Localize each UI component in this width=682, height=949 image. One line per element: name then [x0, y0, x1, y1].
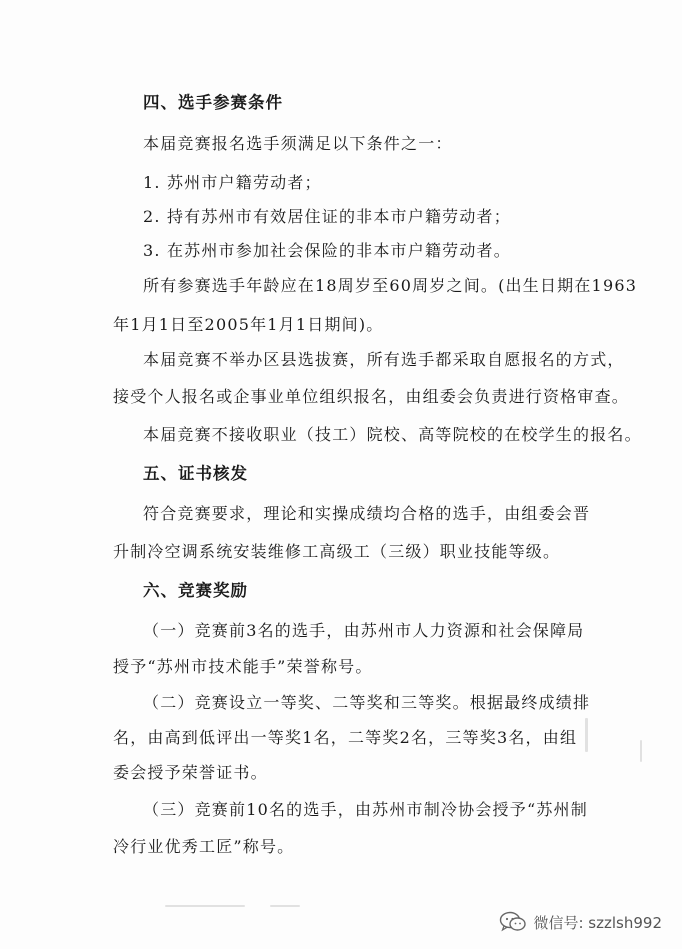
section5-heading: 五、证书核发 [143, 464, 248, 483]
award-3-line-2: 冷行业优秀工匠”称号。 [113, 837, 295, 856]
award-1-line-1: （一）竞赛前3名的选手，由苏州市人力资源和社会保障局 [143, 621, 585, 640]
signup-line-1: 本届竞赛不举办区县选拔赛，所有选手都采取自愿报名的方式， [143, 350, 625, 369]
award-2-line-2: 名，由高到低评出一等奖1名，二等奖2名，三等奖3名，由组 [113, 728, 578, 747]
scan-artifact [640, 740, 642, 762]
scan-artifact [165, 905, 245, 907]
section4-intro: 本届竞赛报名选手须满足以下条件之一： [143, 134, 453, 153]
section4-heading: 四、选手参赛条件 [143, 93, 283, 112]
age-line-2: 年1月1日至2005年1月1日期间)。 [113, 315, 384, 334]
award-3-line-1: （三）竞赛前10名的选手，由苏州市制冷协会授予“苏州制 [143, 800, 588, 819]
watermark-text: 微信号: szzlsh992 [533, 913, 662, 932]
condition-3: 3. 在苏州市参加社会保险的非本市户籍劳动者。 [143, 241, 511, 260]
award-1-line-2: 授予“苏州市技术能手”荣誉称号。 [113, 657, 373, 676]
section6-heading: 六、竞赛奖励 [143, 581, 248, 600]
wechat-watermark [499, 911, 662, 933]
scan-artifact [585, 718, 588, 752]
exclusion-line: 本届竞赛不接收职业（技工）院校、高等院校的在校学生的报名。 [143, 425, 642, 444]
condition-1: 1. 苏州市户籍劳动者； [143, 173, 322, 192]
scan-artifact [270, 905, 300, 907]
age-line-1: 所有参赛选手年龄应在18周岁至60周岁之间。(出生日期在1963 [143, 276, 638, 295]
wechat-icon [499, 911, 527, 933]
signup-line-2: 接受个人报名或企事业单位组织报名，由组委会负责进行资格审查。 [113, 387, 630, 406]
award-2-line-3: 委会授予荣誉证书。 [113, 763, 268, 782]
award-2-line-1: （二）竞赛设立一等奖、二等奖和三等奖。根据最终成绩排 [143, 693, 591, 712]
section5-line-1: 符合竞赛要求，理论和实操成绩均合格的选手，由组委会晋 [143, 504, 591, 523]
condition-2: 2. 持有苏州市有效居住证的非本市户籍劳动者； [143, 207, 511, 226]
section5-line-2: 升制冷空调系统安装维修工高级工（三级）职业技能等级。 [113, 542, 561, 561]
